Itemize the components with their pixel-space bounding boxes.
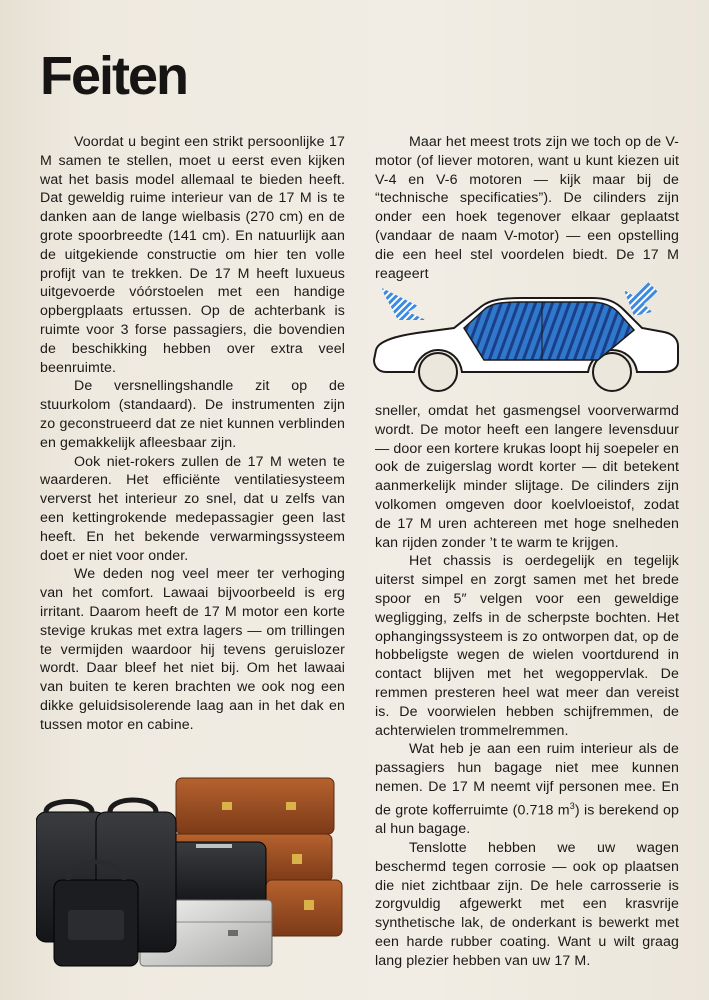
airflow-out-arrow-icon xyxy=(382,288,426,320)
luggage-text-end: ) is berekend op al hun bagage. xyxy=(375,802,679,838)
right-column-bottom xyxy=(375,402,679,971)
cubic-superscript: 3 xyxy=(569,800,575,811)
paragraph-chassis: Het chassis is oerdegelijk en tegelijk uiterst simpel en zorgt samen met het brede spoor en 5″ velgen voor een geweldige wegligging, zelfs in de scherpste bochten. Het ophangingssysteem is zo ontworpen dat, op de hobbeligste wegen de wielen voortdurend in contact blijven met het wegoppervlak. De remmen presteren heel wat meer dan vereist is. De voorwielen hebben schijfremmen, de achterwielen trommelremmen. xyxy=(375,553,679,739)
black-vanity-case xyxy=(162,842,266,906)
paragraph-gearshift: De versnellingshandle zit op de stuurkolom (standaard). De instrumenten zijn zo geconstrueerd dat ze niet kunnen verblinden en gemakkelijk afleesbaar zijn. xyxy=(40,378,345,451)
luggage-photo xyxy=(36,772,346,972)
airflow-in-arrow-icon xyxy=(624,282,658,316)
paragraph-comfort: We deden nog veel meer ter verhoging van het comfort. Lawaai bijvoorbeeld is erg irritant. Daarom heeft de 17 M motor een korte stevige krukas met extra lagers — om trillingen te vermijden waardoor hij tevens geruislozer wordt. Daar bleef het niet bij. Om het lawaai van buiten te keren brachten we ook nog een dikke geluidsisolerende laag aan in het dak en tussen motor en cabine. xyxy=(40,566,345,733)
paragraph-intro: Voordat u begint een strikt persoonlijke 17 M samen te stellen, moet u eerst even kijken wat het basis model allemaal te bieden heeft. Dat geweldig ruime interieur van de 17 M is te danken aan de lange wielbasis (270 cm) en de grote spoorbreedte (141 cm). En natuurlijk aan de uitgekiende constructie om hier ten volle profijt van te trekken. De 17 M heeft luxueus uitgevoerde vóórstoelen met een handige opbergplaats ertussen. Op de achterbank is ruimte voor 3 forse passagiers, die bovendien de beschikking hebben over extra veel beenruimte. xyxy=(40,134,345,376)
paragraph-ventilation: Ook niet-rokers zullen de 17 M weten te waarderen. Het efficiënte ventilatiesysteem ververst het interieur zo snel, dat u zelfs van een kettingrokende medepassagier geen last heeft. En het bekende verwarmingssysteem doet er niet voor onder. xyxy=(40,453,345,564)
paragraph-engine-continued: sneller, omdat het gasmengsel voorverwarmd wordt. De motor heeft een langere levensduur — door een kortere krukas loopt hij soepeler en ook de zuigerslag wordt korter — dit betekent aanmerkelijk minder slijtage. De cilinders zijn volkomen omgeven door koelvloeistof, zodat de 17 M uren achtereen met hoge snelheden kan rijden zonder ’t te warm te krijgen. xyxy=(375,403,679,551)
front-wheel-arch xyxy=(419,353,457,391)
right-column-top xyxy=(375,133,679,283)
car-ventilation-illustration xyxy=(372,280,682,396)
interior-airflow xyxy=(464,302,634,360)
paragraph-luggage xyxy=(375,740,679,839)
left-column xyxy=(40,133,345,735)
brown-suitcase-top xyxy=(176,778,334,834)
paragraph-corrosion: Tenslotte hebben we uw wagen beschermd tegen corrosie — ook op plaatsen die niet zichtbaar zijn. De hele carrosserie is zorgvuldig afgewerkt met een krasvrije synthetische lak, de onderkant is bewerkt met een harde rubber coating. Want u wilt graag lang plezier hebben van uw 17 M. xyxy=(375,840,679,969)
paragraph-v-motor: Maar het meest trots zijn we toch op de V-motor (of liever motoren, want u kunt kiezen uit V-4 en V-6 motoren — kijk maar bij de “technische specificaties”). De cilinders zijn onder een hoek tegenover elkaar geplaatst (vandaar de naam V-motor) — een opstelling die een heel stel voordelen biedt. De 17 M reageert xyxy=(375,134,679,282)
page-title: Feiten xyxy=(40,46,188,106)
luggage-text-start: Wat heb je aan een ruim interieur als de passagiers hun bagage niet mee kunnen nemen. De 17 M neemt vijf personen mee. En de grote kofferruimte (0.718 m xyxy=(375,741,679,819)
